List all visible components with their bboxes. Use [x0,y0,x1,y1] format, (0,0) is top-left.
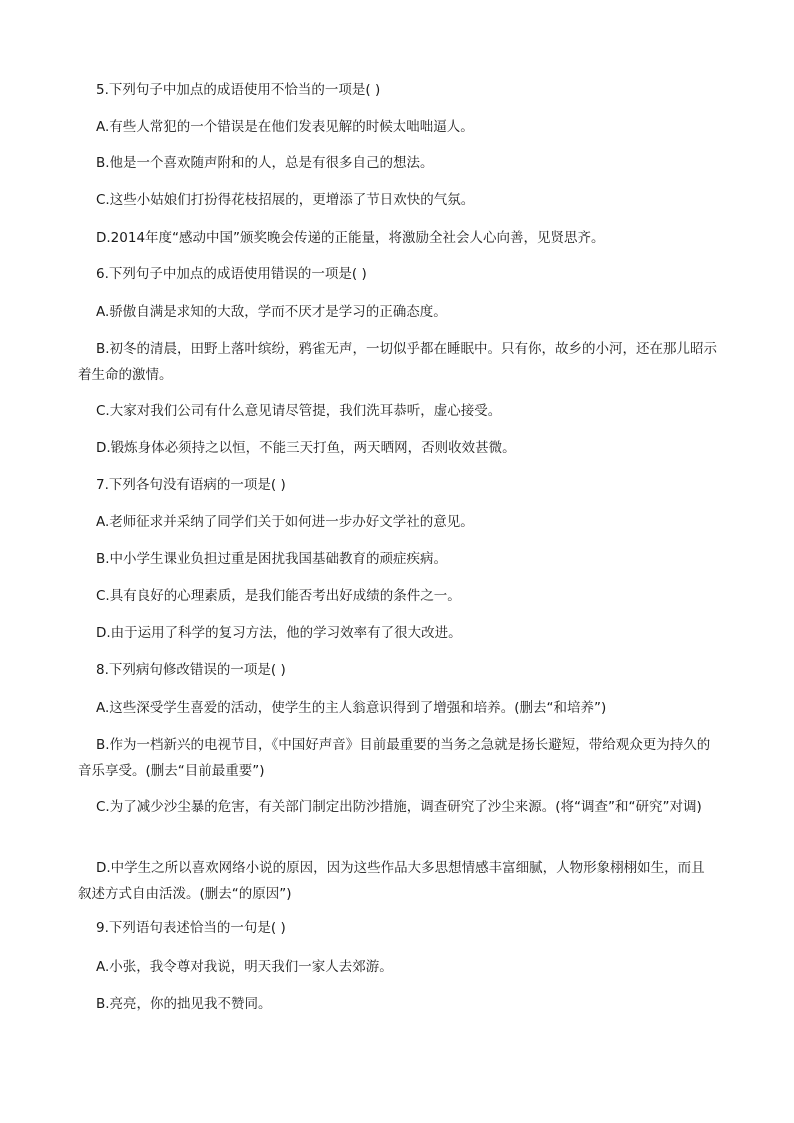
question-6-option-c: C.大家对我们公司有什么意见请尽管提，我们洗耳恭听，虚心接受。 [96,403,502,419]
question-7-option-d: D.由于运用了科学的复习方法，他的学习效率有了很大改进。 [96,625,462,641]
question-8-stem: 8.下列病句修改错误的一项是( ) [96,662,286,678]
question-8-option-c: C.为了减少沙尘暴的危害，有关部门制定出防沙措施，调查研究了沙尘来源。(将“调查”和“研究”对调) [96,799,702,815]
question-6-stem: 6.下列句子中加点的成语使用错误的一项是( ) [96,266,367,282]
question-8-option-a: A.这些深受学生喜爱的活动，使学生的主人翁意识得到了增强和培养。(删去“和培养”) [96,700,607,716]
question-9-option-a: A.小张，我令尊对我说，明天我们一家人去郊游。 [96,959,393,975]
question-9-stem: 9.下列语句表述恰当的一句是( ) [96,920,286,936]
question-7-option-a: A.老师征求并采纳了同学们关于如何进一步办好文学社的意见。 [96,514,474,530]
question-8-option-d: D.中学生之所以喜欢网络小说的原因，因为这些作品大多思想情感丰富细腻，人物形象栩栩如生，而且叙述方式自由活泼。(删去“的原因”) [78,860,705,902]
question-6-option-b: B.初冬的清晨，田野上落叶缤纷，鸦雀无声，一切似乎都在睡眠中。只有你，故乡的小河，还在那儿昭示着生命的激情。 [78,341,718,383]
question-9-option-b: B.亮亮，你的拙见我不赞同。 [96,996,272,1012]
question-5-option-a: A.有些人常犯的一个错误是在他们发表见解的时候太咄咄逼人。 [96,119,474,135]
question-6-option-d: D.锻炼身体必须持之以恒，不能三天打鱼，两天晒网，否则收效甚微。 [96,440,516,456]
question-5-option-b: B.他是一个喜欢随声附和的人，总是有很多自己的想法。 [96,155,434,171]
question-5-option-d: D.2014年度“感动中国”颁奖晚会传递的正能量，将激励全社会人心向善，见贤思齐。 [96,230,605,246]
question-5-stem: 5.下列句子中加点的成语使用不恰当的一项是( ) [96,82,381,98]
question-7-option-b: B.中小学生课业负担过重是困扰我国基础教育的顽症疾病。 [96,551,448,567]
question-8-option-b: B.作为一档新兴的电视节目，《中国好声音》目前最重要的当务之急就是扬长避短，带给观众更为持久的音乐享受。(删去“目前最重要”) [78,737,711,779]
question-5-option-c: C.这些小姑娘们打扮得花枝招展的，更增添了节日欢快的气氛。 [96,192,475,208]
question-7-stem: 7.下列各句没有语病的一项是( ) [96,477,286,493]
question-6-option-a: A.骄傲自满是求知的大敌，学而不厌才是学习的正确态度。 [96,304,447,320]
question-7-option-c: C.具有良好的心理素质，是我们能否考出好成绩的条件之一。 [96,588,461,604]
